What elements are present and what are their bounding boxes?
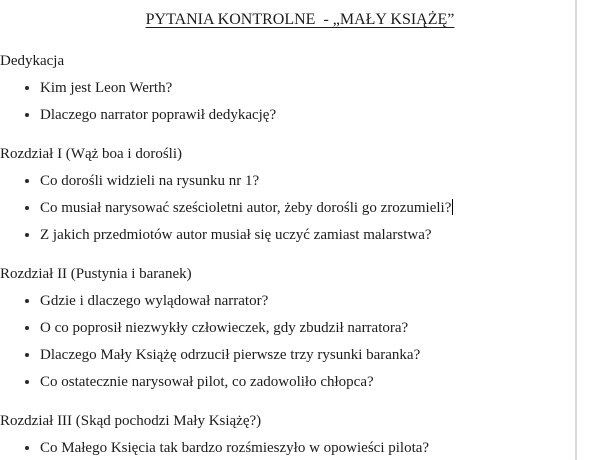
section-3 [0,265,600,391]
question-list [0,292,600,391]
question-item[interactable] [0,106,600,124]
question-list [0,79,600,124]
question-item[interactable] [0,226,600,244]
bullet-icon [25,353,29,357]
page-edge-divider [575,0,577,460]
bullet-icon [25,326,29,330]
section-2 [0,145,600,244]
question-text: Dlaczego narrator poprawił dedykację? [40,107,277,123]
question-item[interactable] [0,439,600,457]
question-list [0,439,600,457]
section-heading[interactable]: Rozdział I (Wąż boa i dorośli) [0,146,183,162]
question-text: Dlaczego Mały Książę odrzucił pierwsze trzy rysunki baranka? [40,347,421,363]
question-item[interactable] [0,199,600,217]
question-text: Kim jest Leon Werth? [40,80,173,96]
question-text: Gdzie i dlaczego wylądował narrator? [40,293,269,309]
bullet-icon [25,380,29,384]
section-heading[interactable]: Dedykacja [0,53,65,69]
question-item[interactable] [0,373,600,391]
bullet-icon [25,446,29,450]
question-text: Co ostatecznie narysował pilot, co zadowoliło chłopca? [40,374,374,390]
question-item[interactable] [0,346,600,364]
question-sections [0,52,600,457]
question-text: O co poprosił niezwykły człowieczek, gdy zbudził narratora? [40,320,409,336]
bullet-icon [25,233,29,237]
page-title-text: PYTANIA KONTROLNE - „MAŁY KSIĄŻĘ” [145,11,455,28]
text-cursor [452,199,453,215]
section-heading[interactable]: Rozdział II (Pustynia i baranek) [0,266,192,282]
question-item[interactable] [0,172,600,190]
question-item[interactable] [0,79,600,97]
question-text: Co dorośli widzieli na rysunku nr 1? [40,173,260,189]
question-item[interactable] [0,319,600,337]
bullet-icon [25,113,29,117]
question-text: Co Małego Księcia tak bardzo rozśmieszyło w opowieści pilota? [40,440,430,456]
bullet-icon [25,299,29,303]
bullet-icon [25,179,29,183]
section-1 [0,52,600,124]
page-title [0,10,600,30]
section-heading[interactable]: Rozdział III (Skąd pochodzi Mały Książę?) [0,413,262,429]
question-list [0,172,600,244]
bullet-icon [25,206,29,210]
section-4 [0,412,600,457]
bullet-icon [25,86,29,90]
question-text: Co musiał narysować sześcioletni autor, żeby dorośli go zrozumieli? [40,200,452,216]
question-text: Z jakich przedmiotów autor musiał się uczyć zamiast malarstwa? [40,227,432,243]
question-item[interactable] [0,292,600,310]
